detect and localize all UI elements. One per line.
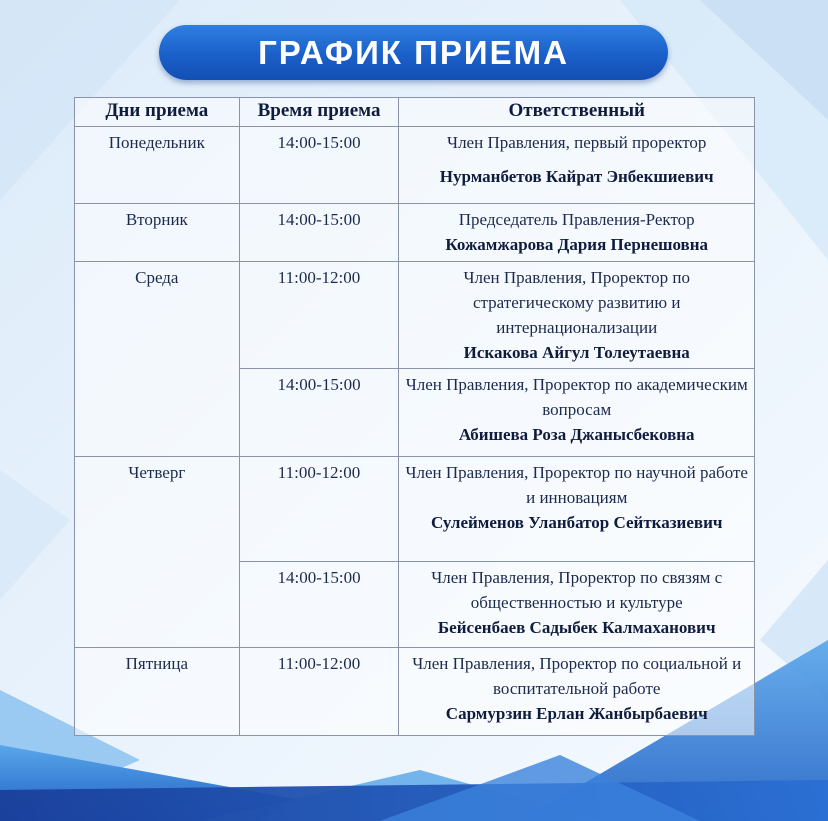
position-text: Член Правления, Проректор по научной работе и инновациям — [405, 463, 748, 507]
time-cell: 14:00-15:00 — [239, 204, 399, 262]
person-name: Сармурзин Ерлан Жанбырбаевич — [445, 704, 708, 723]
time-cell: 14:00-15:00 — [239, 127, 399, 204]
time-cell: 11:00-12:00 — [239, 457, 399, 562]
position-text: Член Правления, Проректор по стратегическому развитию и интернационализации — [463, 268, 690, 337]
person-name: Бейсенбаев Садыбек Калмаханович — [437, 618, 716, 637]
table-row — [75, 127, 755, 204]
responsible-cell — [399, 204, 755, 262]
responsible-cell — [399, 648, 755, 736]
header-responsible: Ответственный — [399, 98, 755, 127]
day-cell: Четверг — [75, 457, 240, 648]
position-text: Член Правления, Проректор по связям с общественностью и культуре — [431, 568, 723, 612]
day-cell: Понедельник — [75, 127, 240, 204]
responsible-cell — [399, 127, 755, 204]
position-text: Член Правления, Проректор по академическим вопросам — [405, 375, 748, 419]
responsible-cell — [399, 562, 755, 648]
person-name: Искакова Айгул Толеутаевна — [463, 343, 690, 362]
responsible-cell — [399, 369, 755, 457]
title-banner — [159, 25, 668, 80]
table-header-row — [75, 98, 755, 127]
table-row — [75, 648, 755, 736]
person-name: Абишева Роза Джаныcбековна — [458, 425, 695, 444]
header-day: Дни приема — [75, 98, 240, 127]
position-text: Председатель Правления-Ректор — [458, 210, 695, 229]
day-cell: Вторник — [75, 204, 240, 262]
table-row — [75, 204, 755, 262]
schedule-table — [74, 97, 755, 736]
responsible-cell — [399, 262, 755, 369]
time-cell: 11:00-12:00 — [239, 262, 399, 369]
day-cell: Пятница — [75, 648, 240, 736]
person-name: Нурманбетов Кайрат Энбекшиевич — [439, 167, 714, 186]
person-name: Кожамжарова Дария Пернешовна — [445, 235, 709, 254]
time-cell: 14:00-15:00 — [239, 369, 399, 457]
time-cell: 14:00-15:00 — [239, 562, 399, 648]
header-time: Время приема — [239, 98, 399, 127]
person-name: Сулейменов Уланбатор Сейтказиевич — [430, 513, 723, 532]
responsible-cell — [399, 457, 755, 562]
page-title: ГРАФИК ПРИЕМА — [258, 33, 569, 71]
table-row — [75, 262, 755, 369]
position-text: Член Правления, первый проректор — [447, 133, 707, 152]
time-cell: 11:00-12:00 — [239, 648, 399, 736]
position-text: Член Правления, Проректор по социальной и воспитательной работе — [412, 654, 742, 698]
day-cell: Среда — [75, 262, 240, 457]
table-row — [75, 457, 755, 562]
